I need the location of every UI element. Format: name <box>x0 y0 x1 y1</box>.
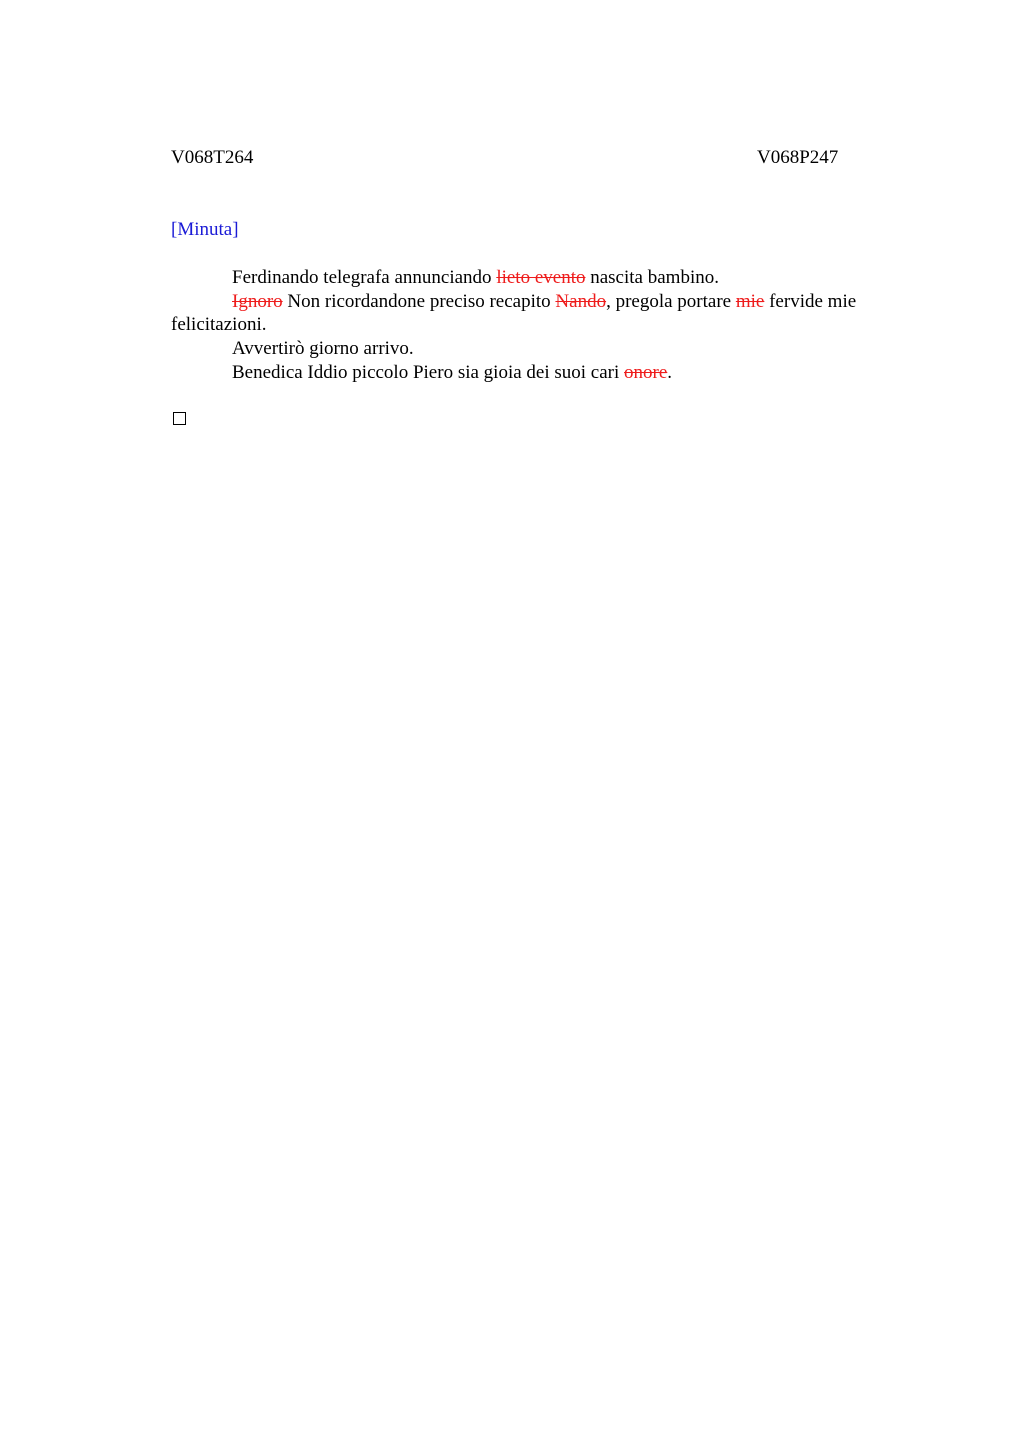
text-segment: Avvertirò giorno arrivo. <box>232 338 414 360</box>
deleted-text: lieto evento <box>496 267 586 288</box>
text-segment: Non ricordandone preciso recapito <box>282 290 556 312</box>
text-segment: . <box>667 361 673 383</box>
document-code-left: V068T264 <box>171 147 254 168</box>
deleted-text: Ignoro <box>232 290 283 312</box>
letter-body <box>171 266 911 385</box>
text-segment: nascita bambino. <box>585 267 719 288</box>
letter-paragraph-4 <box>171 361 911 385</box>
deleted-text: Nando <box>555 290 607 312</box>
text-segment: Ferdinando telegrafa annunciando <box>232 267 497 288</box>
text-segment: , pregola portare <box>606 290 736 312</box>
letter-paragraph-3 <box>171 337 911 361</box>
empty-square-icon <box>173 412 186 425</box>
letter-paragraph-2 <box>171 290 911 337</box>
deleted-text: onore <box>624 361 668 383</box>
document-code-right: V068P247 <box>757 147 839 168</box>
letter-paragraph-1 <box>171 266 911 290</box>
text-segment: fervide mie felicitazioni. <box>171 290 857 336</box>
text-segment: Benedica Iddio piccolo Piero sia gioia dei suoi cari <box>232 361 625 383</box>
deleted-text: mie <box>735 290 765 312</box>
draft-label: [Minuta] <box>171 219 239 240</box>
